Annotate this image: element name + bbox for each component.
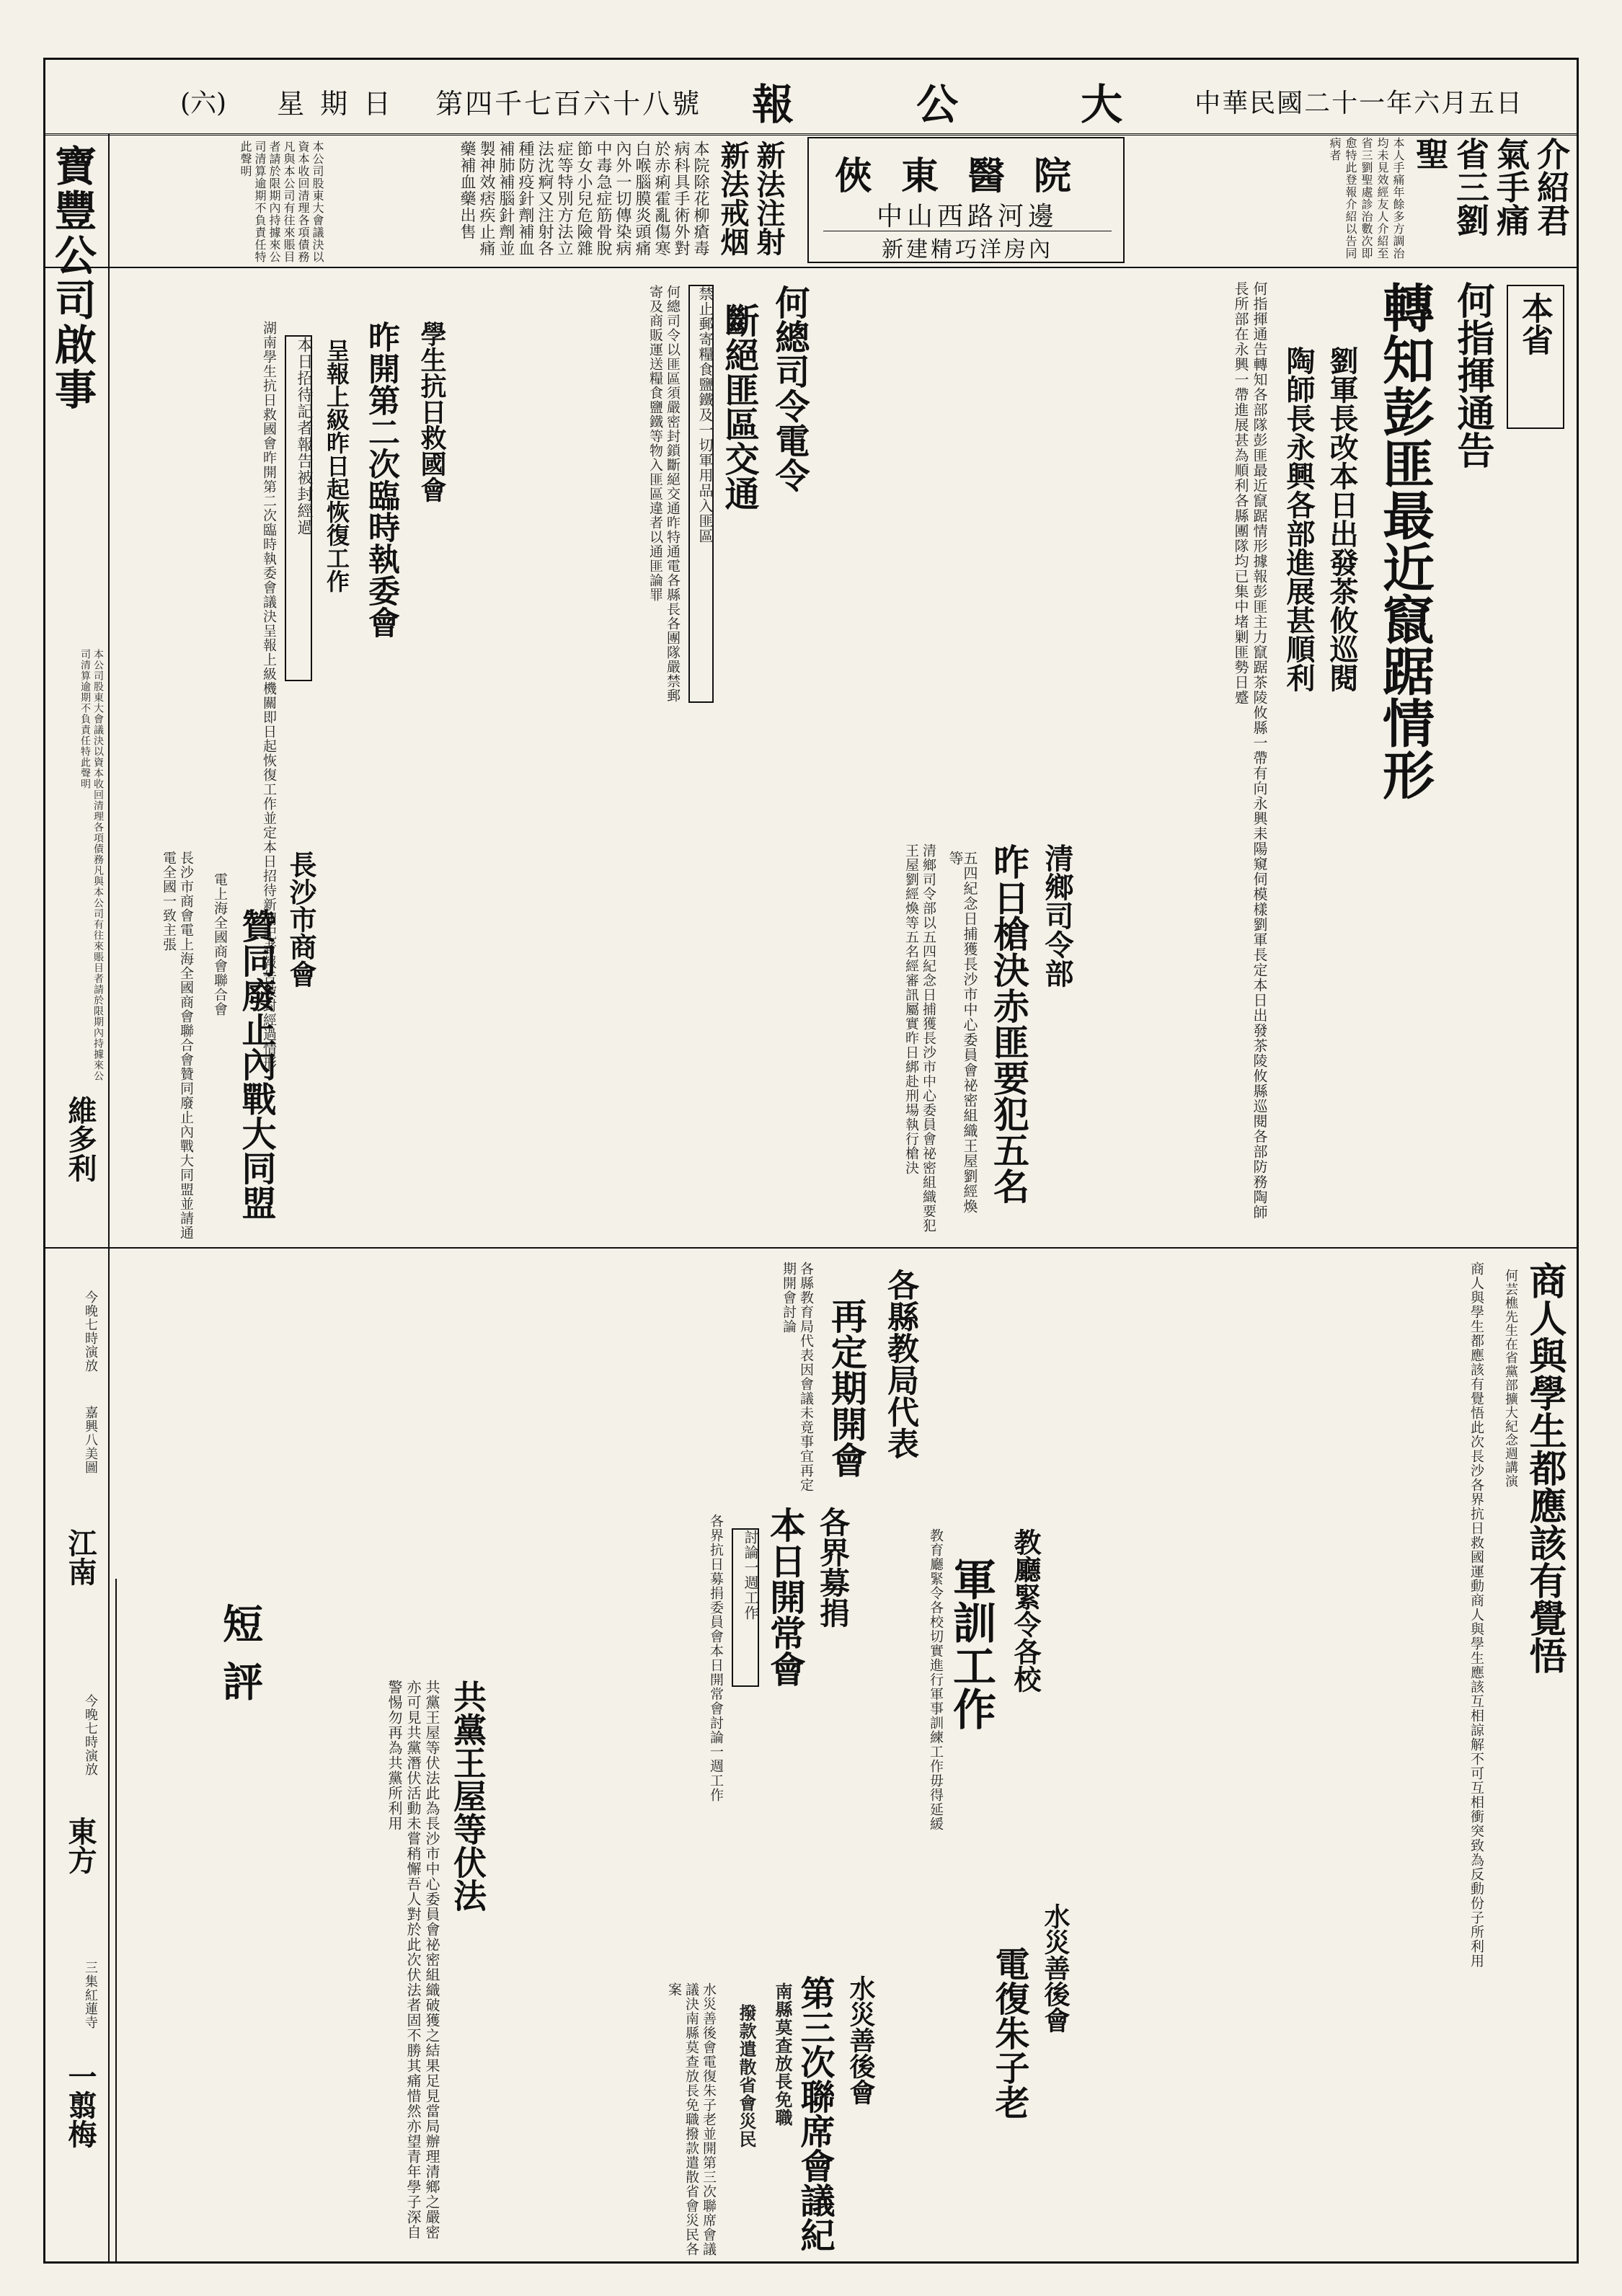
he-headline-3: 劉軍長改本日出發茶攸巡閱 xyxy=(1325,346,1359,692)
chamber-headline-2: 贊同廢止內戰大同盟 xyxy=(236,908,276,1220)
comment-label: 短評 xyxy=(223,1601,400,1706)
relief-article-body: 水災善後會電復朱子老並開第三次聯席會議議決南縣莫查放長免職撥款遣散省會災民各案 xyxy=(666,1982,717,2256)
student-headline-1: 學生抗日救國會 xyxy=(417,321,447,502)
publication-date: 中華民國二十一年六月五日 xyxy=(1195,88,1524,118)
delegates-article-body: 各縣教育局代表因會議未竟事宜再定期開會討論 xyxy=(781,1262,814,1492)
qing-subhead: 五四紀念日捕獲長沙市中心委員會祕密組織王屋劉經煥等 xyxy=(947,851,978,1214)
edu-headline-1: 教廳緊令各校 xyxy=(1009,1528,1042,1693)
hospital-sub: 新建精巧洋房內 xyxy=(823,231,1112,263)
qing-headline-1: 清鄉司令部 xyxy=(1040,843,1074,988)
theater-dongfang: 東方 xyxy=(63,1817,97,1874)
donate-article-body: 各界抗日募捐委員會本日開常會討論一週工作 xyxy=(708,1514,724,1802)
delegates-headline-2: 再定期開會 xyxy=(825,1298,868,1478)
relief-headline-3: 水災善後會 xyxy=(846,1975,876,2105)
donate-headline-1: 各界募捐 xyxy=(815,1507,851,1628)
page-number: (六) xyxy=(180,88,227,118)
ad-hospital xyxy=(807,137,1125,263)
theater-victoria: 維多利 xyxy=(63,1096,97,1182)
chamber-headline-1: 長沙市商會 xyxy=(285,851,317,988)
student-headline-2: 昨開第二次臨時執委會 xyxy=(363,321,399,638)
relief-headline-2: 電復朱子老 xyxy=(989,1946,1029,2119)
film-dongfang: 三集紅蓮寺 xyxy=(83,1961,98,2029)
ad-clinic-body: 本院除花柳瘡毒病科具手術外對於赤痢霍亂傷寒白喉腦膜炎頭痛內外一切傳染病中毒急症筋骨脫節女小兒危險雜症等特別方法立法沈痾又注射各種防疫針劑補血補肺補腦針劑並製神效痞疾止痛藥補血藥出售 xyxy=(458,141,709,257)
title-bao: 報 xyxy=(752,80,794,129)
cut-article-body: 何總司令以匪區須嚴密封鎖斷絕交通昨特通電各縣長各團隊嚴禁郵寄及商販運送糧食鹽鐵等物入匪區違者以通匪論罪 xyxy=(647,285,681,703)
donate-subhead: 討論一週工作 xyxy=(732,1528,759,1687)
he-headline-4: 陶師長永興各部進展甚順利 xyxy=(1282,346,1316,692)
ad-liu-body: 本人手痛年餘多方調治均未見效經友人介紹至省三劉聖處診治數次即愈特此登報介紹以告同病者 xyxy=(1328,137,1405,260)
he-headline-2: 轉知彭匪最近竄踞情形 xyxy=(1374,281,1435,800)
baofeng-notice-body: 本公司股東大會議決以資本收回清理各項債務凡與本公司有往來賬目者請於限期內持據來公司清算逾期不負責任特此聲明 xyxy=(79,649,104,1081)
chamber-article-body: 長沙市商會電上海全國商會聯合會贊同廢止內戰大同盟並請通電全國一致主張 xyxy=(161,851,194,1240)
theater-listings xyxy=(47,1096,106,2249)
masthead xyxy=(43,68,1579,136)
student-headline-3: 呈報上級昨日起恢復工作 xyxy=(323,339,350,593)
merchant-subhead: 何芸樵先生在省黨部擴大紀念週講演 xyxy=(1503,1269,1518,1488)
ad-liu-title: 介紹君氣手痛省三劉聖 xyxy=(1411,137,1571,236)
film-victoria: 嘉興八美圖 xyxy=(83,1406,98,1474)
donate-headline-2: 本日開常會 xyxy=(764,1507,807,1687)
hospital-name: 俠東醫院 xyxy=(834,154,1100,198)
theater-victoria-time: 今晚七時演放 xyxy=(83,1290,98,1373)
title-da: 大 xyxy=(1081,80,1123,129)
student-subhead: 本日招待記者報告被封經過 xyxy=(285,335,312,681)
cut-subhead: 禁止郵寄糧食鹽鐵及一切軍用品入匪區 xyxy=(688,285,714,703)
issue-number: 第四千七百六十八號 xyxy=(435,87,702,120)
merchant-headline: 商人與學生都應該有覺悟 xyxy=(1523,1262,1566,1674)
chamber-subhead: 電上海全國商會聯合會 xyxy=(212,872,228,1016)
baofeng-notice-title: 寶豐公司啟事 xyxy=(48,144,97,412)
delegates-headline-1: 各縣教局代表 xyxy=(882,1269,918,1459)
cut-headline-2: 斷絕匪區交通 xyxy=(719,303,759,510)
relief-subhead-2: 撥款遣散省會災民 xyxy=(736,2004,757,2148)
rule-top-ads xyxy=(43,267,1579,268)
ad-injection: 新法注射 xyxy=(752,141,786,256)
theater-jiangnan-time: 今晚七時演放 xyxy=(83,1694,98,1776)
comment-headline: 共黨王屋等伏法 xyxy=(448,1680,487,1912)
rule-left-column xyxy=(108,133,110,2264)
rule-middle xyxy=(43,1247,1579,1249)
edu-article-body: 教育廳緊令各校切實進行軍事訓練工作毋得延緩 xyxy=(928,1528,944,1831)
edu-headline-2: 軍訓工作 xyxy=(946,1557,996,1730)
theater-jiangnan: 江南 xyxy=(63,1528,97,1586)
he-headline-1: 何指揮通告 xyxy=(1450,281,1494,469)
relief-headline-4: 第三次聯席會議紀 xyxy=(794,1975,835,2252)
cut-headline-1: 何總司令電令 xyxy=(769,285,810,492)
weekday: 星期日 xyxy=(277,87,407,120)
he-article-body: 何指揮通告轉知各部隊彭匪最近竄踞情形據報彭匪主力竄踞茶陵攸縣一帶有向永興耒陽窺伺模樣劉軍長定本日出發茶陵攸縣巡閱各部防務陶師長所部在永興一帶進展甚為順利各縣團隊均已集中堵剿匪勢日蹙 xyxy=(1232,281,1268,1220)
title-gong: 公 xyxy=(916,80,959,129)
ad-baofeng-body: 本公司股東大會議決以資本收回清理各項債務凡與本公司有往來賬目者請於限期內持據來公司清算逾期不負責任特此聲明 xyxy=(239,141,324,263)
section-label-local: 本省 xyxy=(1507,285,1564,429)
merchant-article-body: 商人與學生都應該有覺悟此次長沙各界抗日救國運動商人與學生應該互相諒解不可互相衝突致為反動份子所利用 xyxy=(1468,1262,1484,1968)
comment-body: 共黨王屋等伏法此為長沙市中心委員會祕密組織破獲之結果足見當局辦理清鄉之嚴密亦可見共黨潛伏活動未嘗稍懈吾人對於此次伏法者固不勝其痛惜然亦望青年學子深自警惕勿再為共黨所利用 xyxy=(386,1680,440,2240)
short-comment-box xyxy=(115,1579,508,2264)
student-article-body: 湖南學生抗日救國會昨開第二次臨時執委會議決呈報上級機關即日起恢復工作並定本日招待新聞記者報告被封經過情形 xyxy=(261,321,277,1071)
qing-article-body: 清鄉司令部以五四紀念日捕獲長沙市中心委員會祕密組織要犯王屋劉經煥等五名經審訊屬實昨日綁赴刑場執行槍決 xyxy=(903,843,936,1233)
qing-headline-2: 昨日槍決赤匪要犯五名 xyxy=(988,843,1030,1204)
relief-subhead-1: 南縣莫查放長免職 xyxy=(772,1982,793,2127)
hospital-address: 中山西路河邊 xyxy=(876,202,1058,231)
ad-quit-opium: 新法戒烟 xyxy=(716,141,750,256)
relief-headline-1: 水災善後會 xyxy=(1040,1903,1071,2033)
theater-baile: 一翦梅 xyxy=(63,2062,97,2148)
